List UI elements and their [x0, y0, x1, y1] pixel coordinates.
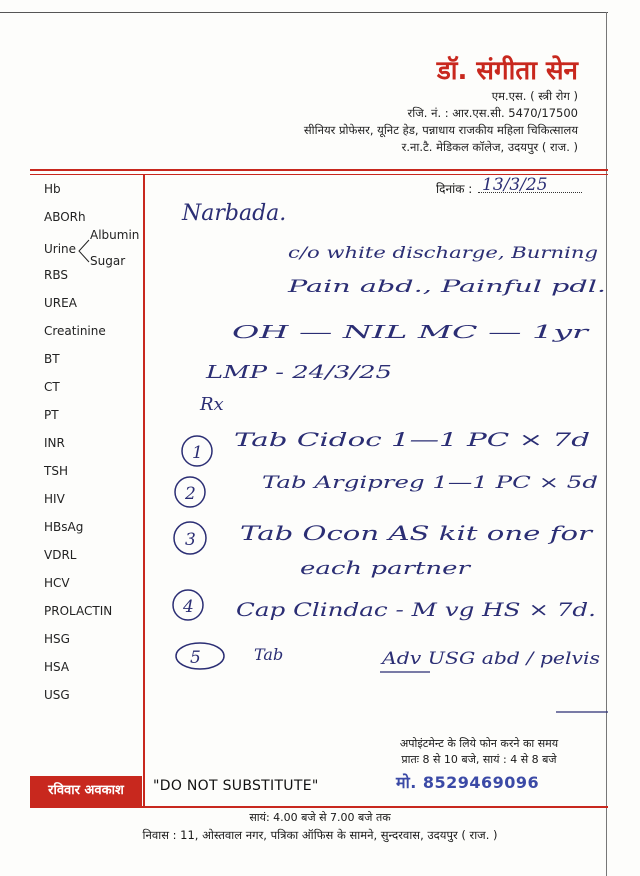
- obstetric-history: OH — NIL MC — 1yr: [232, 322, 591, 343]
- test-urine: Urine: [44, 242, 77, 256]
- test-hb: Hb: [44, 182, 61, 196]
- test-hsg: HSG: [44, 632, 70, 646]
- item-number-4: 4: [183, 597, 194, 617]
- residence-address: निवास : 11, ओस्तवाल नगर, पत्रिका ऑफिस के सामने, सुन्दरवास, उदयपुर ( राज. ): [142, 828, 498, 842]
- evening-hours: सायं: 4.00 बजे से 7.00 बजे तक: [249, 811, 391, 824]
- item-number-3: 3: [185, 530, 196, 550]
- test-pt: PT: [44, 408, 59, 422]
- sunday-holiday-badge: रविवार अवकाश: [30, 776, 142, 806]
- item-number-5: 5: [190, 648, 201, 668]
- test-hbsag: HBsAg: [44, 520, 84, 534]
- date-label: दिनांक :: [436, 182, 473, 196]
- appointment-info: [372, 736, 586, 768]
- test-hiv: HIV: [44, 492, 65, 506]
- rx-item-3: Tab Ocon AS kit one for: [240, 521, 595, 545]
- test-tsh: TSH: [44, 464, 68, 478]
- test-sugar: Sugar: [90, 254, 126, 268]
- do-not-substitute: "DO NOT SUBSTITUTE": [153, 778, 319, 794]
- footer-divider: [30, 806, 608, 808]
- test-ct: CT: [44, 380, 60, 394]
- test-hcv: HCV: [44, 576, 70, 590]
- item-number-1: 1: [192, 443, 203, 463]
- rx-item-1: Tab Cidoc 1—1 PC × 7d: [234, 429, 590, 451]
- test-rbs: RBS: [44, 268, 68, 282]
- rx-item-5: Tab: [254, 645, 284, 664]
- college: र.ना.टै. मेडिकल कॉलेज, उदयपुर ( राज. ): [401, 140, 578, 154]
- rx-symbol: Rx: [200, 394, 224, 415]
- doctor-name: डॉ. संगीता सेन: [436, 56, 578, 86]
- item-number-2: 2: [185, 484, 196, 504]
- test-usg: USG: [44, 688, 70, 702]
- test-aborh: ABORh: [44, 210, 86, 224]
- appointment-times: प्रातः 8 से 10 बजे, सायं : 4 से 8 बजे: [401, 753, 557, 766]
- registration-number: रजि. नं. : आर.एस.सी. 5470/17500: [407, 106, 578, 120]
- test-vdrl: VDRL: [44, 548, 77, 562]
- test-prolactin: PROLACTIN: [44, 604, 113, 618]
- patient-name: Narbada.: [182, 201, 287, 226]
- lmp-date: LMP - 24/3/25: [204, 362, 392, 383]
- test-creatinine: Creatinine: [44, 324, 106, 338]
- test-hsa: HSA: [44, 660, 70, 674]
- date-value: 13/3/25: [482, 175, 548, 195]
- advice-line: Adv USG abd / pelvis: [379, 649, 601, 669]
- doctor-degree: एम.एस. ( स्त्री रोग ): [491, 89, 578, 103]
- test-bt: BT: [44, 352, 60, 366]
- test-urea: UREA: [44, 296, 77, 310]
- designation: सीनियर प्रोफेसर, यूनिट हेड, पन्नाधाय राजकीय महिला चिकित्सालय: [303, 123, 578, 137]
- phone-number: मो. 8529469096: [396, 773, 540, 792]
- test-albumin: Albumin: [90, 228, 140, 242]
- appointment-title: अपोइंटमेन्ट के लिये फोन करने का समय: [399, 737, 559, 750]
- complaint-line-2: Pain abd., Painful pdl.: [286, 277, 606, 297]
- test-inr: INR: [44, 436, 65, 450]
- rx-item-2: Tab Argipreg 1—1 PC × 5d: [262, 473, 599, 493]
- complaint-line-1: c/o white discharge, Burning: [288, 243, 598, 262]
- rx-item-3-continued: each partner: [300, 558, 472, 579]
- rx-item-4: Cap Clindac - M vg HS × 7d.: [236, 599, 596, 621]
